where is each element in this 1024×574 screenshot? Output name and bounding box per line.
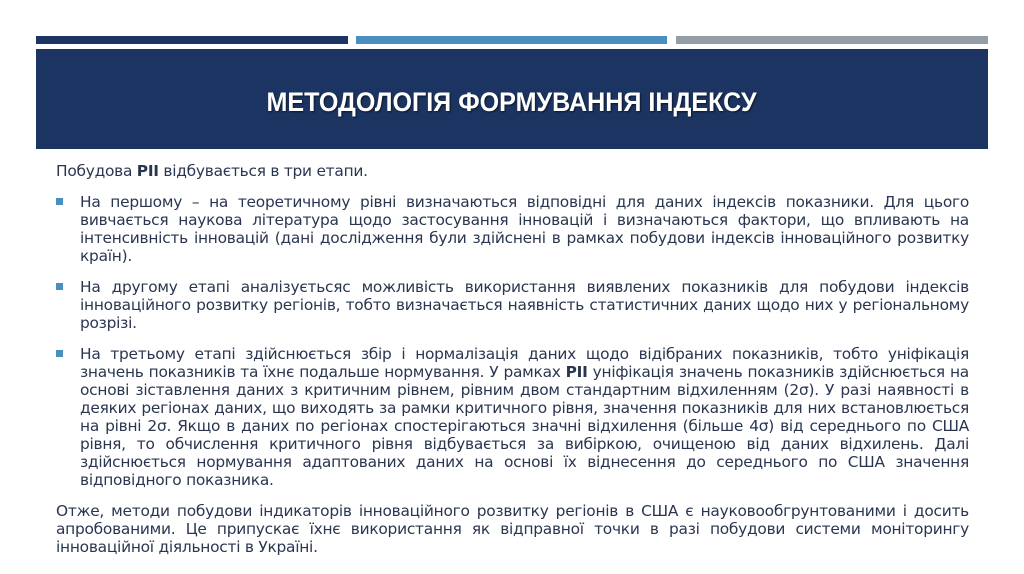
title-banner	[36, 49, 988, 149]
light-blue-bar	[356, 36, 667, 44]
stage-list	[56, 193, 969, 489]
list-item-stage-1	[56, 193, 969, 265]
square-bullet-icon	[56, 198, 63, 205]
stage-3-text-before: На третьому етапі здійснюється збір і нормалізація даних щодо відібраних показників, тобто уніфікація значень показників та їхнє подальше нормування. У рамках	[80, 345, 969, 381]
closing-paragraph: Отже, методи побудови індикаторів інноваційного розвитку регіонів в США є науковообгрунтованими і досить апробованими. Це припускає їхнє використання як відправної точки в разі побудови системи моніторингу інноваційної діяльності в Україні.	[56, 502, 969, 556]
list-item-stage-3	[56, 345, 969, 489]
pii-abbr: PII	[565, 363, 588, 381]
square-bullet-icon	[56, 350, 63, 357]
list-item-stage-2	[56, 278, 969, 332]
slide-title: МЕТОДОЛОГІЯ ФОРМУВАННЯ ІНДЕКСУ	[266, 86, 758, 117]
slide-body	[56, 162, 969, 556]
pii-abbr: PII	[136, 162, 159, 180]
stage-2-text: На другому етапі аналізуєтьсяс можливість використання виявлених показників для побудови індексів інноваційного розвитку регіонів, тобто визначається наявність статистичних даних щодо них у регіональному розрізі.	[80, 278, 969, 332]
dark-blue-bar	[36, 36, 348, 44]
intro-paragraph: Побудова PII відбувається в три етапи.	[56, 162, 368, 180]
stage-3-text-after: уніфікація значень показників здійснюється на основі зіставлення даних з критичним рівнем, рівним двом стандартним відхиленням (2σ). У разі наявності в деяких регіонах даних, що виходять за рамки критичного рівня, значення показників для них встановлюється на рівні 2σ. Якщо в даних по регіонах спостерігаються значні відхилення (більше 4σ) від середнього по США рівня, то обчислення критичного рівня відбувається за вибіркою, очищеною від даних відхилень. Далі здійснюється нормування адаптованих даних на основі їх віднесення до середнього по США значення відповідного показника.	[80, 363, 969, 489]
stage-1-text: На першому – на теоретичному рівні визначаються відповідні для даних індексів показники. Для цього вивчається наукова література щодо застосування інновацій і визначаються фактори, що впливають на інтенсивність інновацій (дані дослідження були здійснені в рамках побудови індексів інноваційного розвитку країн).	[80, 193, 969, 265]
gray-bar	[676, 36, 988, 44]
square-bullet-icon	[56, 283, 63, 290]
